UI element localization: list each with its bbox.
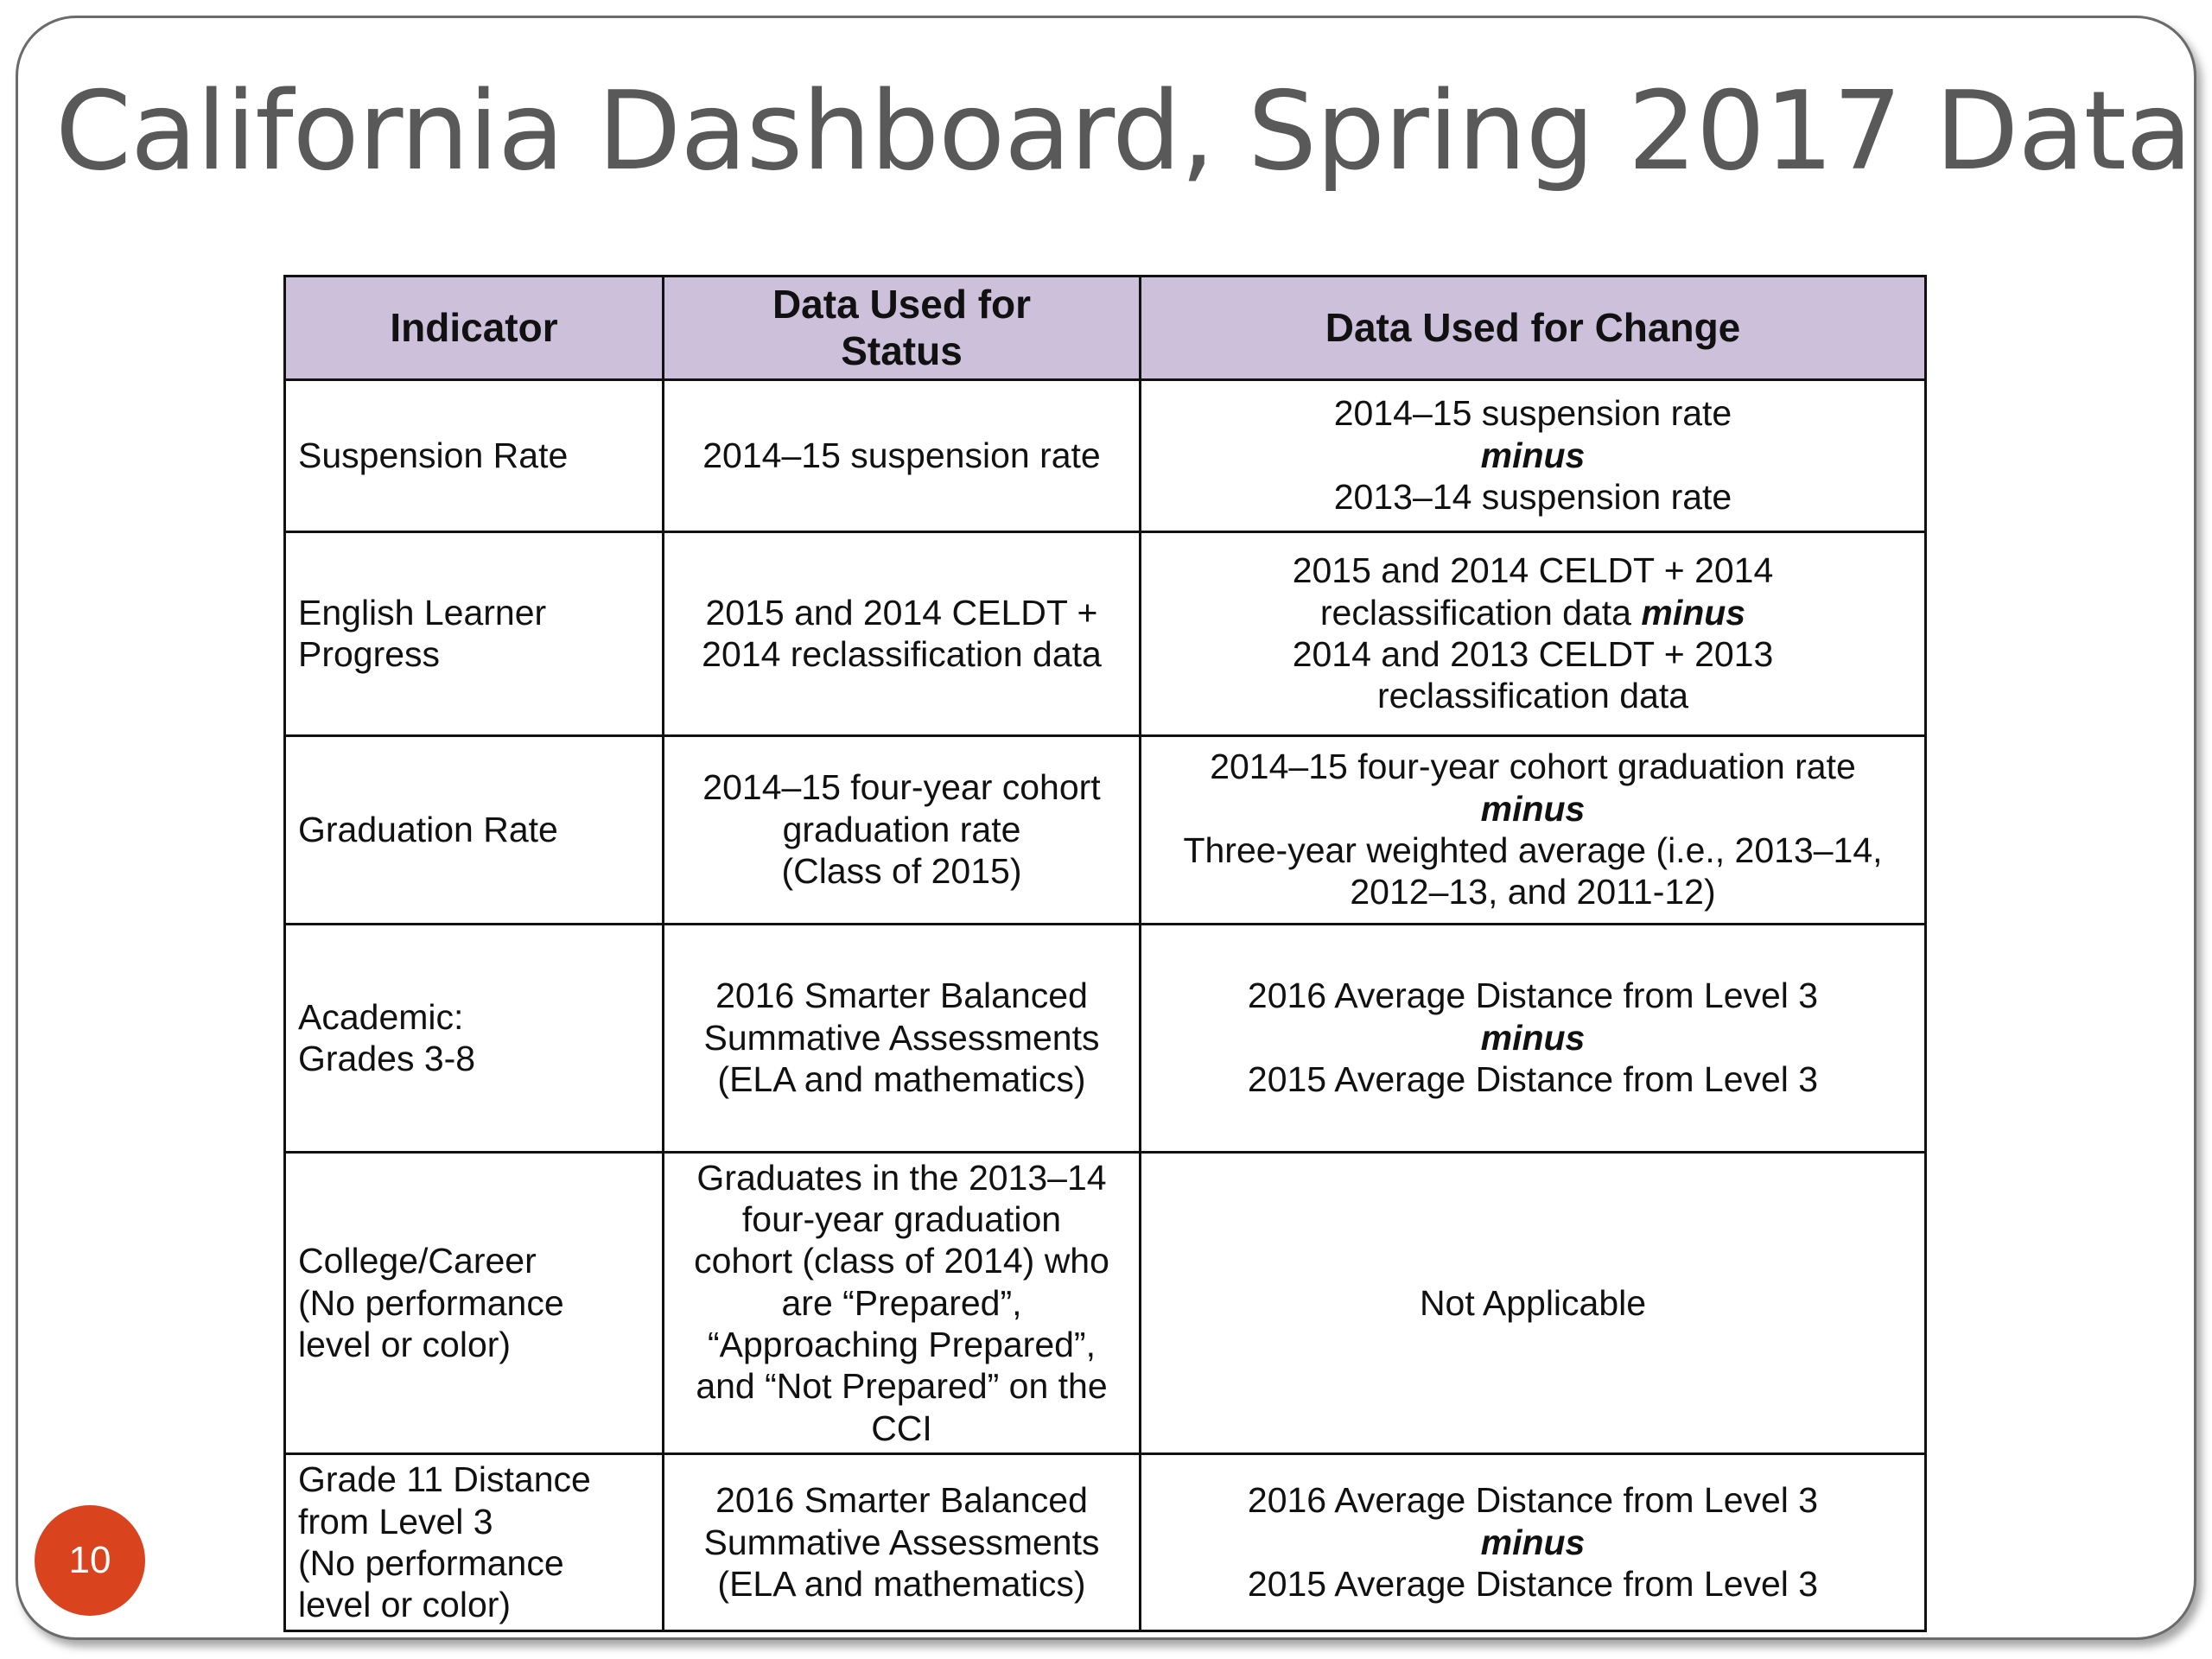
cell-indicator bbox=[285, 924, 664, 1152]
cell-change bbox=[1141, 924, 1926, 1152]
cell-line: graduation rate bbox=[782, 809, 1021, 849]
table-row bbox=[285, 531, 1926, 735]
cell-line: Three-year weighted average (i.e., 2013–14, bbox=[1183, 830, 1883, 871]
slide-title: California Dashboard, Spring 2017 Data bbox=[55, 67, 2192, 194]
cell-line: 2014–15 suspension rate bbox=[1333, 393, 1732, 434]
cell-line: Summative Assessments bbox=[703, 1017, 1100, 1058]
cell-line: level or color) bbox=[298, 1325, 512, 1365]
cell-line: 2014 reclassification data bbox=[702, 634, 1102, 675]
cell-line: reclassification data bbox=[1319, 592, 1631, 632]
cell-line: 2015 Average Distance from Level 3 bbox=[1247, 1059, 1819, 1100]
table-header-row bbox=[285, 276, 1926, 380]
cell-change bbox=[1141, 379, 1926, 531]
cell-line: minus bbox=[1480, 1017, 1586, 1058]
table-row bbox=[285, 735, 1926, 924]
cell-line: 2016 Average Distance from Level 3 bbox=[1247, 976, 1819, 1016]
cell-status bbox=[664, 379, 1141, 531]
cell-indicator bbox=[285, 735, 664, 924]
table-row bbox=[285, 1152, 1926, 1454]
cell-line: Suspension Rate bbox=[298, 435, 569, 475]
indicator-table bbox=[283, 275, 1927, 1632]
cell-line: minus bbox=[1480, 1522, 1586, 1562]
cell-status bbox=[664, 1152, 1141, 1454]
cell-line: English Learner bbox=[298, 592, 547, 632]
cell-line: cohort (class of 2014) who bbox=[694, 1241, 1109, 1281]
cell-line: 2012–13, and 2011-12) bbox=[1350, 872, 1716, 912]
cell-line: Grade 11 Distance bbox=[298, 1459, 591, 1500]
cell-indicator bbox=[285, 1454, 664, 1631]
cell-line: reclassification data bbox=[1376, 676, 1689, 716]
cell-line: 2014–15 four-year cohort bbox=[702, 767, 1101, 808]
cell-line: 2016 Smarter Balanced bbox=[715, 1480, 1088, 1521]
header-status bbox=[664, 276, 1141, 380]
cell-line: (ELA and mathematics) bbox=[717, 1059, 1086, 1100]
cell-line: minus bbox=[1480, 788, 1586, 829]
cell-line: 2015 and 2014 CELDT + 2014 bbox=[1292, 550, 1774, 591]
cell-line: four-year graduation bbox=[741, 1198, 1062, 1239]
header-status-line-2: Status bbox=[841, 328, 963, 374]
cell-line: Not Applicable bbox=[1419, 1282, 1647, 1323]
cell-line: College/Career bbox=[298, 1241, 537, 1281]
cell-line: level or color) bbox=[298, 1585, 512, 1625]
header-status-line-1: Data Used for bbox=[772, 282, 1032, 327]
cell-indicator bbox=[285, 531, 664, 735]
cell-status bbox=[664, 531, 1141, 735]
cell-line: CCI bbox=[871, 1408, 932, 1448]
cell-line: Graduates in the 2013–14 bbox=[696, 1157, 1107, 1198]
cell-line: (No performance bbox=[298, 1282, 564, 1323]
cell-status bbox=[664, 1454, 1141, 1631]
table-row bbox=[285, 379, 1926, 531]
cell-change bbox=[1141, 1454, 1926, 1631]
cell-line: 2015 Average Distance from Level 3 bbox=[1247, 1564, 1819, 1605]
cell-line: 2014–15 four-year cohort graduation rate bbox=[1210, 747, 1856, 787]
cell-line: 2014–15 suspension rate bbox=[702, 435, 1101, 475]
cell-line: 2016 Smarter Balanced bbox=[715, 976, 1088, 1016]
cell-status bbox=[664, 735, 1141, 924]
cell-line: “Approaching Prepared”, bbox=[708, 1325, 1096, 1365]
page-number-badge: 10 bbox=[35, 1505, 145, 1616]
cell-line: 2014 and 2013 CELDT + 2013 bbox=[1292, 634, 1774, 675]
cell-indicator bbox=[285, 379, 664, 531]
header-change: Data Used for Change bbox=[1141, 276, 1926, 380]
cell-line: 2013–14 suspension rate bbox=[1333, 477, 1732, 518]
cell-line: and “Not Prepared” on the bbox=[696, 1366, 1108, 1407]
cell-line: are “Prepared”, bbox=[781, 1282, 1022, 1323]
cell-line: Grades 3-8 bbox=[298, 1039, 476, 1079]
cell-line: 2016 Average Distance from Level 3 bbox=[1247, 1480, 1819, 1521]
cell-line: Summative Assessments bbox=[703, 1522, 1100, 1562]
cell-line: from Level 3 bbox=[298, 1501, 493, 1541]
cell-change bbox=[1141, 531, 1926, 735]
cell-line: 2015 and 2014 CELDT + bbox=[705, 592, 1098, 632]
cell-line: (No performance bbox=[298, 1542, 564, 1583]
table-row bbox=[285, 924, 1926, 1152]
cell-line: (Class of 2015) bbox=[781, 851, 1022, 892]
cell-change bbox=[1141, 1152, 1926, 1454]
cell-line: Progress bbox=[298, 634, 441, 675]
cell-status bbox=[664, 924, 1141, 1152]
cell-line: (ELA and mathematics) bbox=[717, 1564, 1086, 1605]
cell-line: Graduation Rate bbox=[298, 809, 558, 849]
table-row bbox=[285, 1454, 1926, 1631]
header-indicator: Indicator bbox=[285, 276, 664, 380]
cell-line: minus bbox=[1641, 592, 1746, 632]
cell-indicator bbox=[285, 1152, 664, 1454]
cell-change bbox=[1141, 735, 1926, 924]
cell-line: Academic: bbox=[298, 996, 464, 1037]
cell-line: minus bbox=[1480, 435, 1586, 475]
